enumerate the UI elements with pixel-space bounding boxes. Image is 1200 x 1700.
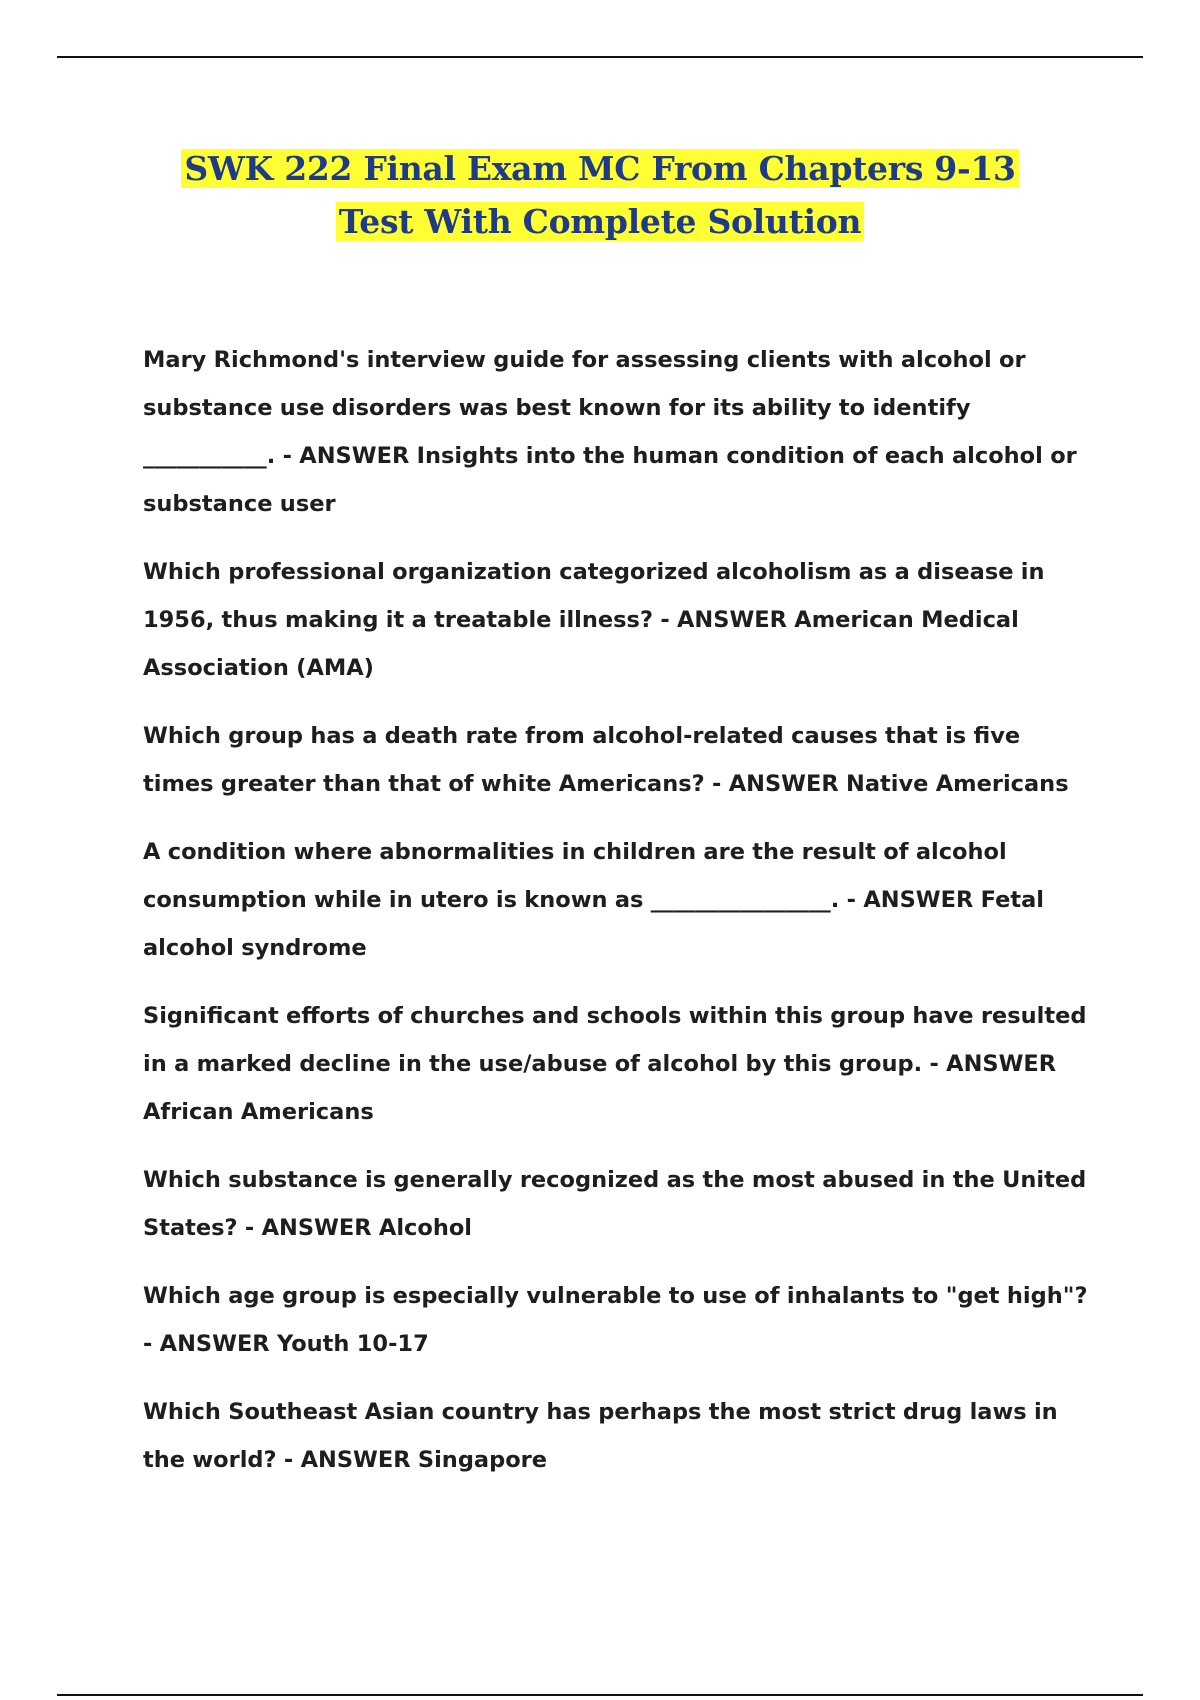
question-item: Which professional organization categorized alcoholism as a disease in 1956, thus making it a treatable illness? - ANSWER American Medical Association (AMA) (143, 559, 1045, 681)
question-list (143, 336, 1091, 1504)
title-line-1: SWK 222 Final Exam MC From Chapters 9-13 (181, 149, 1018, 188)
document-title (0, 142, 1200, 248)
title-line-2: Test With Complete Solution (336, 202, 864, 241)
question-item: Which Southeast Asian country has perhaps the most strict drug laws in the world? - ANSWER Singapore (143, 1399, 1058, 1473)
bottom-rule (57, 1694, 1143, 1696)
question-item: Significant efforts of churches and schools within this group have resulted in a marked decline in the use/abuse of alcohol by this group. - ANSWER African Americans (143, 1003, 1087, 1125)
top-rule (57, 56, 1143, 58)
question-item: Which age group is especially vulnerable to use of inhalants to "get high"? - ANSWER Youth 10-17 (143, 1283, 1088, 1357)
question-item: Which substance is generally recognized as the most abused in the United States? - ANSWER Alcohol (143, 1167, 1087, 1241)
question-item: Mary Richmond's interview guide for assessing clients with alcohol or substance use disorders was best known for its ability to identify ___________. - ANSWER Insights into the human condition of each alcohol or substance user (143, 347, 1077, 517)
question-item: A condition where abnormalities in children are the result of alcohol consumption while in utero is known as ________________. - ANSWER Fetal alcohol syndrome (143, 839, 1044, 961)
question-item: Which group has a death rate from alcohol-related causes that is five times greater than that of white Americans? - ANSWER Native Americans (143, 723, 1069, 797)
